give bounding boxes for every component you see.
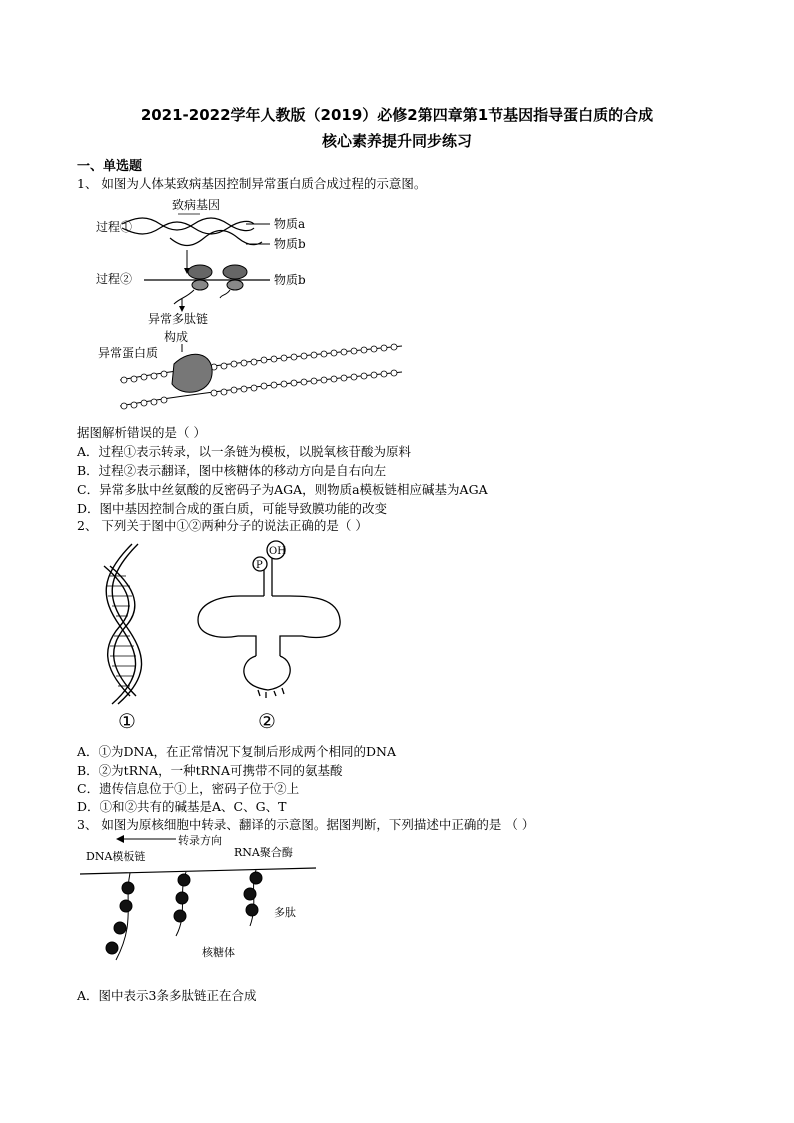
question-2-stem: 2、 下列关于图中①②两种分子的说法正确的是（ ） bbox=[77, 518, 368, 533]
dna-helix-illustration bbox=[104, 544, 142, 704]
label-substance-b2: 物质b bbox=[274, 273, 306, 287]
polyribosome-illustration bbox=[106, 870, 262, 960]
q2-option-b[interactable]: B．②为tRNA，一种tRNA可携带不同的氨基酸 bbox=[77, 763, 343, 778]
membrane-illustration bbox=[120, 344, 402, 409]
label-rna-polymerase: RNA聚合酶 bbox=[234, 846, 293, 859]
label-polypeptide: 多肽 bbox=[274, 906, 296, 919]
page-subtitle: 核心素养提升同步练习 bbox=[321, 132, 472, 150]
label-abnormal-protein: 异常蛋白质 bbox=[98, 346, 159, 360]
q1-option-d[interactable]: D．图中基因控制合成的蛋白质，可能导致膜功能的改变 bbox=[77, 501, 388, 516]
question-1-figure bbox=[90, 194, 550, 422]
label-transcription-direction: 转录方向 bbox=[178, 834, 222, 847]
question-3-figure bbox=[80, 832, 340, 982]
label-ribosome: 核糖体 bbox=[202, 946, 235, 959]
label-dna-template: DNA模板链 bbox=[86, 850, 146, 863]
question-1-prompt: 据图解析错误的是（ ） bbox=[77, 425, 206, 440]
label-substance-b1: 物质b bbox=[274, 237, 306, 251]
q2-option-a[interactable]: A．①为DNA，在正常情况下复制后形成两个相同的DNA bbox=[77, 744, 397, 759]
q2-option-d[interactable]: D．①和②共有的碱基是A、C、G、T bbox=[77, 799, 287, 814]
question-1-stem: 1、 如图为人体某致病基因控制异常蛋白质合成过程的示意图。 bbox=[77, 176, 427, 191]
label-process2: 过程② bbox=[96, 272, 133, 286]
q3-option-a[interactable]: A．图中表示3条多肽链正在合成 bbox=[77, 988, 257, 1003]
label-abnormal-peptide: 异常多肽链 bbox=[148, 312, 209, 326]
question-3-stem: 3、 如图为原核细胞中转录、翻译的示意图。据图判断，下列描述中正确的是 （ ） bbox=[77, 817, 535, 832]
label-molecule-2: ② bbox=[258, 709, 276, 733]
trna-illustration bbox=[198, 541, 340, 698]
label-molecule-1: ① bbox=[118, 709, 136, 733]
label-process1: 过程① bbox=[96, 220, 133, 234]
label-substance-a: 物质a bbox=[274, 217, 306, 231]
label-gene: 致病基因 bbox=[172, 198, 221, 212]
q1-option-c[interactable]: C．异常多肽中丝氨酸的反密码子为AGA，则物质a模板链相应碱基为AGA bbox=[77, 482, 488, 497]
label-oh: OH bbox=[269, 546, 286, 557]
label-compose: 构成 bbox=[164, 330, 189, 344]
q1-option-a[interactable]: A．过程①表示转录，以一条链为模板，以脱氧核苷酸为原料 bbox=[77, 444, 412, 459]
page-title: 2021-2022学年人教版（2019）必修2第四章第1节基因指导蛋白质的合成 bbox=[140, 106, 654, 124]
q2-option-c[interactable]: C．遗传信息位于①上，密码子位于②上 bbox=[77, 781, 300, 796]
q1-option-b[interactable]: B．过程②表示翻译，图中核糖体的移动方向是自右向左 bbox=[77, 463, 387, 478]
section-heading: 一、单选题 bbox=[77, 159, 143, 174]
question-2-figure bbox=[90, 536, 410, 736]
label-p: P bbox=[256, 560, 263, 571]
